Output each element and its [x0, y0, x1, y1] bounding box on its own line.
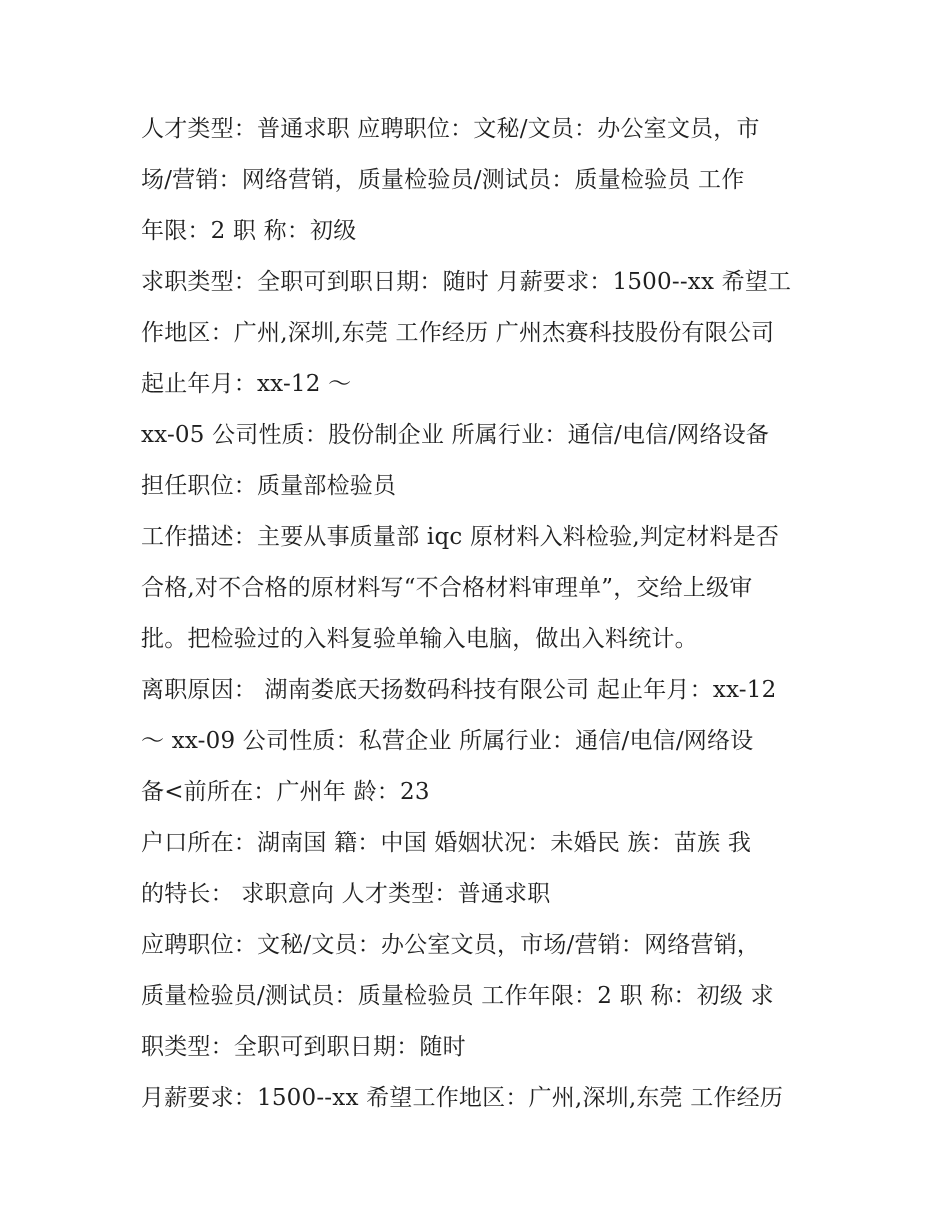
text-line: 应聘职位：文秘/文员：办公室文员，市场/营销：网络营销，: [141, 932, 761, 958]
text-line: 工作描述：主要从事质量部 iqc 原材料入料检验,判定材料是否: [141, 524, 780, 550]
text-line: 作地区：广州,深圳,东莞 工作经历 广州杰赛科技股份有限公司: [141, 320, 775, 346]
text-line: 合格,对不合格的原材料写“不合格材料审理单”，交给上级审: [141, 575, 753, 601]
text-line: 批。把检验过的入料复验单输入电脑，做出入料统计。: [141, 626, 698, 652]
text-line: 年限：2 职 称：初级: [141, 218, 357, 244]
text-line: xx-05 公司性质：股份制企业 所属行业：通信/电信/网络设备: [141, 422, 770, 448]
text-line: 离职原因： 湖南娄底天扬数码科技有限公司 起止年月：xx-12: [141, 677, 777, 703]
text-line: 人才类型：普通求职 应聘职位：文秘/文员：办公室文员，市: [141, 116, 760, 142]
text-line: 月薪要求：1500--xx 希望工作地区：广州,深圳,东莞 工作经历: [141, 1085, 784, 1111]
text-line: 场/营销：网络营销，质量检验员/测试员：质量检验员 工作: [141, 167, 745, 193]
text-line: ～ xx-09 公司性质：私营企业 所属行业：通信/电信/网络设: [141, 728, 754, 754]
text-line: 备<前所在：广州年 龄：23: [141, 779, 430, 805]
document-body: [141, 104, 821, 1124]
text-line: 质量检验员/测试员：质量检验员 工作年限：2 职 称：初级 求: [141, 983, 774, 1009]
text-line: 职类型：全职可到职日期：随时: [141, 1034, 466, 1060]
text-line: 起止年月：xx-12 ～: [141, 371, 352, 397]
text-line: 担任职位：质量部检验员: [141, 473, 397, 499]
text-line: 户口所在：湖南国 籍：中国 婚姻状况：未婚民 族：苗族 我: [141, 830, 752, 856]
text-line: 求职类型：全职可到职日期：随时 月薪要求：1500--xx 希望工: [141, 269, 792, 295]
text-line: 的特长： 求职意向 人才类型：普通求职: [141, 881, 551, 907]
